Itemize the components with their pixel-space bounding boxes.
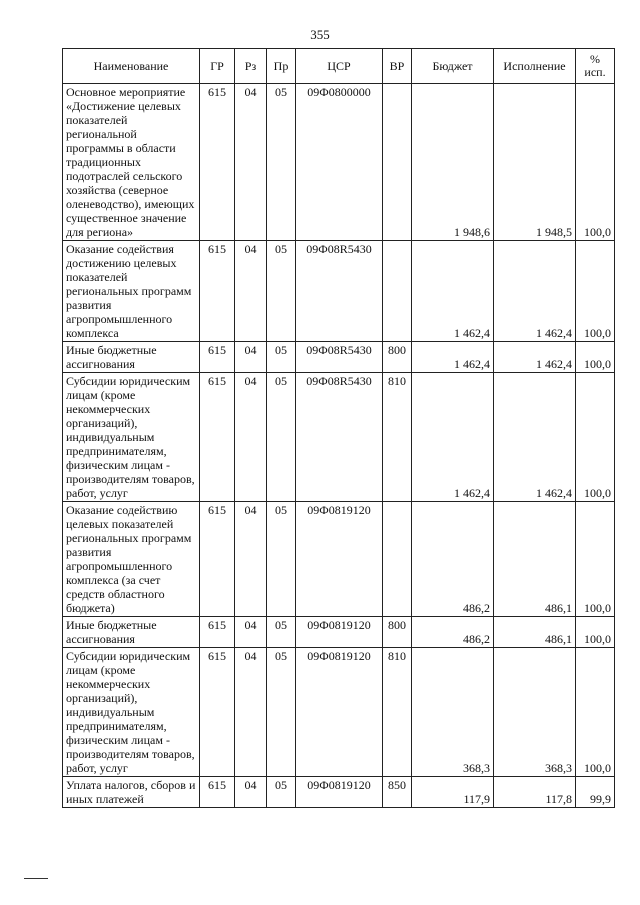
- cell-csr: 09Ф0819120: [296, 502, 383, 617]
- cell-vr: 810: [383, 648, 412, 777]
- table-header-row: [63, 49, 615, 84]
- cell-csr: 09Ф08R5430: [296, 342, 383, 373]
- cell-vr: 810: [383, 373, 412, 502]
- cell-percent: 100,0: [576, 84, 615, 241]
- cell-csr: 09Ф0800000: [296, 84, 383, 241]
- col-header-execution: Исполнение: [494, 49, 576, 84]
- cell-pr: 05: [267, 84, 296, 241]
- percent-label: исп.: [584, 65, 606, 79]
- cell-percent: 100,0: [576, 373, 615, 502]
- col-header-percent: [576, 49, 615, 84]
- cell-execution: 117,8: [494, 777, 576, 808]
- cell-execution: 1 948,5: [494, 84, 576, 241]
- cell-gr: 615: [200, 373, 235, 502]
- cell-csr: 09Ф0819120: [296, 777, 383, 808]
- cell-budget: 117,9: [412, 777, 494, 808]
- cell-rz: 04: [235, 241, 267, 342]
- cell-budget: 486,2: [412, 617, 494, 648]
- cell-percent: 99,9: [576, 777, 615, 808]
- cell-vr: 800: [383, 342, 412, 373]
- cell-pr: 05: [267, 648, 296, 777]
- col-header-csr: ЦСР: [296, 49, 383, 84]
- col-header-rz: Рз: [235, 49, 267, 84]
- cell-csr: 09Ф08R5430: [296, 241, 383, 342]
- page-number: 355: [310, 27, 330, 42]
- cell-pr: 05: [267, 617, 296, 648]
- cell-name: Субсидии юридическим лицам (кроме некоммерческих организаций), индивидуальным предпринимателям, физическим лицам - производителям товаров, работ, услуг: [63, 373, 200, 502]
- cell-rz: 04: [235, 617, 267, 648]
- table-row: [63, 502, 615, 617]
- cell-percent: 100,0: [576, 241, 615, 342]
- table-row: [63, 84, 615, 241]
- cell-gr: 615: [200, 502, 235, 617]
- cell-pr: 05: [267, 502, 296, 617]
- cell-vr: 850: [383, 777, 412, 808]
- col-header-name: Наименование: [63, 49, 200, 84]
- col-header-vr: ВР: [383, 49, 412, 84]
- cell-execution: 486,1: [494, 617, 576, 648]
- cell-vr: [383, 84, 412, 241]
- cell-name: Основное мероприятие «Достижение целевых показателей региональной программы в области традиционных подотраслей сельского хозяйства (северное оленеводство), имеющих существенное значение для региона»: [63, 84, 200, 241]
- table-row: [63, 241, 615, 342]
- cell-rz: 04: [235, 84, 267, 241]
- cell-vr: [383, 241, 412, 342]
- cell-gr: 615: [200, 648, 235, 777]
- cell-pr: 05: [267, 373, 296, 502]
- cell-name: Субсидии юридическим лицам (кроме некоммерческих организаций), индивидуальным предпринимателям, физическим лицам - производителям товаров, работ, услуг: [63, 648, 200, 777]
- percent-symbol: %: [590, 52, 600, 66]
- cell-gr: 615: [200, 84, 235, 241]
- cell-csr: 09Ф08R5430: [296, 373, 383, 502]
- footer-rule: [24, 878, 48, 879]
- budget-table: [62, 48, 615, 808]
- cell-rz: 04: [235, 777, 267, 808]
- cell-rz: 04: [235, 502, 267, 617]
- col-header-gr: ГР: [200, 49, 235, 84]
- cell-gr: 615: [200, 342, 235, 373]
- cell-execution: 1 462,4: [494, 373, 576, 502]
- table-row: [63, 777, 615, 808]
- cell-rz: 04: [235, 373, 267, 502]
- cell-gr: 615: [200, 617, 235, 648]
- cell-budget: 486,2: [412, 502, 494, 617]
- cell-csr: 09Ф0819120: [296, 648, 383, 777]
- cell-execution: 368,3: [494, 648, 576, 777]
- cell-name: Иные бюджетные ассигнования: [63, 342, 200, 373]
- cell-execution: 1 462,4: [494, 342, 576, 373]
- cell-pr: 05: [267, 777, 296, 808]
- cell-pr: 05: [267, 241, 296, 342]
- table-row: [63, 617, 615, 648]
- table-row: [63, 373, 615, 502]
- cell-execution: 1 462,4: [494, 241, 576, 342]
- cell-percent: 100,0: [576, 648, 615, 777]
- table-body: [63, 84, 615, 808]
- cell-execution: 486,1: [494, 502, 576, 617]
- cell-budget: 1 462,4: [412, 373, 494, 502]
- cell-pr: 05: [267, 342, 296, 373]
- cell-budget: 1 462,4: [412, 241, 494, 342]
- cell-percent: 100,0: [576, 502, 615, 617]
- table-row: [63, 648, 615, 777]
- cell-budget: 368,3: [412, 648, 494, 777]
- cell-name: Оказание содействию целевых показателей региональных программ развития агропромышленного комплекса (за счет средств областного бюджета): [63, 502, 200, 617]
- cell-percent: 100,0: [576, 342, 615, 373]
- col-header-budget: Бюджет: [412, 49, 494, 84]
- cell-gr: 615: [200, 241, 235, 342]
- cell-rz: 04: [235, 342, 267, 373]
- cell-gr: 615: [200, 777, 235, 808]
- cell-budget: 1 948,6: [412, 84, 494, 241]
- cell-name: Уплата налогов, сборов и иных платежей: [63, 777, 200, 808]
- cell-name: Иные бюджетные ассигнования: [63, 617, 200, 648]
- cell-vr: [383, 502, 412, 617]
- cell-budget: 1 462,4: [412, 342, 494, 373]
- cell-csr: 09Ф0819120: [296, 617, 383, 648]
- cell-rz: 04: [235, 648, 267, 777]
- table-row: [63, 342, 615, 373]
- cell-name: Оказание содействия достижению целевых показателей региональных программ развития агропромышленного комплекса: [63, 241, 200, 342]
- cell-percent: 100,0: [576, 617, 615, 648]
- col-header-pr: Пр: [267, 49, 296, 84]
- cell-vr: 800: [383, 617, 412, 648]
